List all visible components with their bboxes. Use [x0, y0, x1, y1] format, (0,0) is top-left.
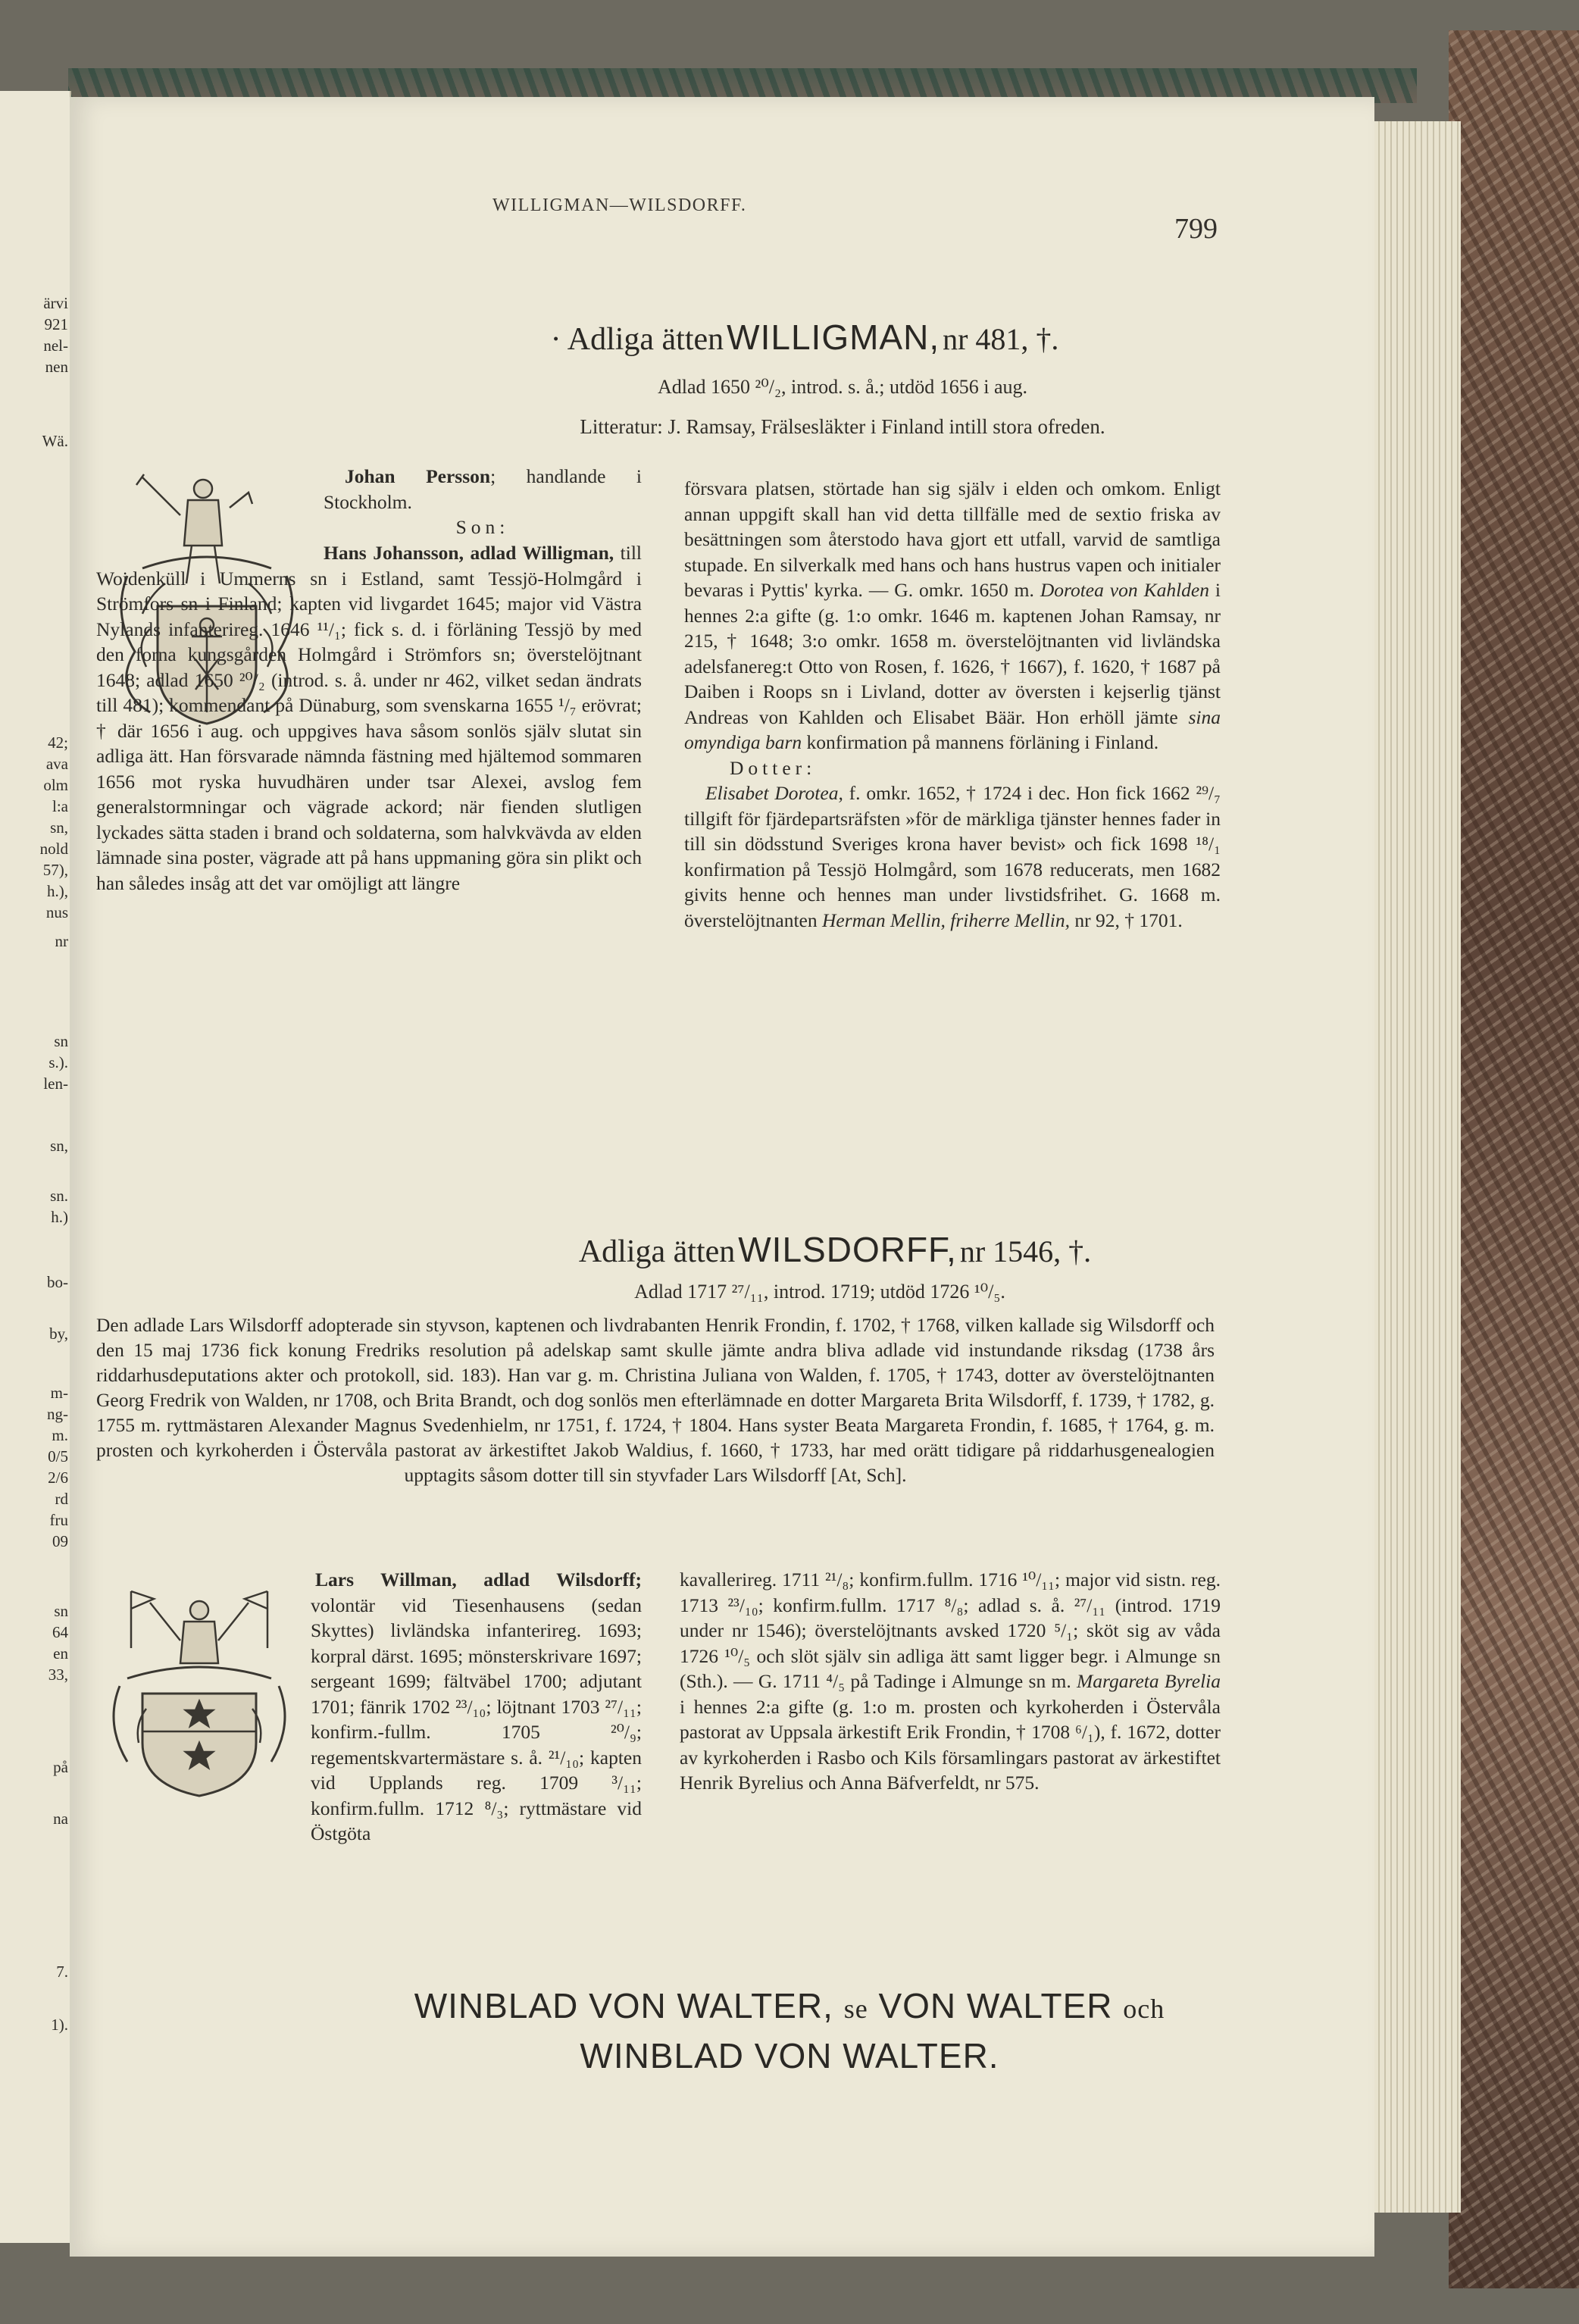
left-page-fragment-text: m.	[52, 1426, 68, 1444]
col2-text-2: i hennes 2:a gifte (g. 1:o m. prosten och kyrkoherden i Östervåla pastorat av Uppsala ärkestift Erik Frondin, † 1708 ⁶/₁), f. 1672, dotter av kyrkoherden i Rasbo och Kils församlingars pastorat av ärkestiftet Henrik Byrelius och Anna Bäfverfeldt, nr 575.	[680, 1695, 1221, 1794]
left-page-fragment-text: sn	[54, 1602, 68, 1620]
husband-name: Herman Mellin, friherre Mellin,	[822, 909, 1070, 931]
left-page-fragment-text: 7.	[56, 1963, 68, 1981]
son-label: Son:	[455, 516, 510, 538]
left-page-fragment-text: l:a	[52, 797, 68, 815]
col2-text-3: konfirmation på mannens förläning i Finland.	[806, 731, 1159, 753]
left-page-fragment-text: sn,	[50, 818, 68, 837]
left-page-fragment-text: na	[53, 1809, 68, 1828]
winblad-name-1: WINBLAD VON WALTER,	[414, 1986, 833, 2025]
winblad-heading	[0, 1982, 1579, 2079]
wilsdorff-title	[0, 1229, 1579, 1270]
willigman-litteratur: Litteratur: J. Ramsay, Frälsesläkter i Finland intill stora ofreden.	[580, 415, 1105, 438]
son-name: Hans Johansson, adlad Willigman,	[324, 542, 614, 564]
willigman-col1-body	[96, 540, 642, 896]
left-page-fragment-text: ärvi	[43, 294, 68, 312]
daughter-text-1: f. omkr. 1652, † 1724 i dec. Hon fick 1662 ²⁹/₇ tillgift för fjärdepartsräfsten »för de märkliga tjänster hennes fader in till sin dödsstund Sveriges krona haver bevist» och fick 1698 ¹⁸/₁ konfirmation på Tessjö Holmgård, som 1678 reducerats, men 1682 givits henne och hennes man under livstidsfrihet. G. 1668 m. överstelöjtnanten	[684, 782, 1221, 931]
left-page-fragment-text: bo-	[47, 1273, 68, 1291]
left-page-fragment-text: nus	[45, 903, 68, 921]
wilsdorff-coat-of-arms-icon	[97, 1580, 302, 1800]
see-word: se	[843, 1994, 868, 2024]
left-page-fragment-text: 1).	[51, 2016, 68, 2034]
wife-name: Dorotea von Kahlden	[1040, 579, 1209, 601]
left-page-fragment-text: Wä.	[42, 432, 68, 450]
title-prefix: · Adliga ätten	[550, 322, 724, 357]
left-page-fragment-text: nr	[55, 932, 68, 950]
page-number: 799	[1174, 213, 1218, 245]
left-page-fragment-text: sn	[54, 1032, 68, 1050]
son-body: till Woidenküll i Ummerns sn i Estland, samt Tessjö-Holmgård i Strömfors sn i Finland; kapten vid livgardet 1645; major vid Västra Nylands infanterireg. 1646 ¹¹/₁; fick s. d. i förläning Tessjö by med den forna kungsgården Holmgård i Strömfors sn; överstelöjtnant 1648; adlad 1650 ²⁰/₂ (introd. s. å. under nr 462, vilket sedan ändrats till 481); kommendant på Dünaburg, som svenskarna 1655 ¹/₇ erövrat; † där 1656 i aug. och uppgives hava såsom sonlös själv slutat sin adliga ätt. Han försvarade nämnda fästning med hjältemod sommaren 1656 mot ryska huvudhären under tsar Alexei, avslog fem generalstormningar och vägrade ackord; när fienden slutligen lyckades sätta staden i brand och soldaterna, som halvkvävda av elden lämnade sina poster, vägrade att på hans uppmaning göra sin plikt och han således insåg att det var omöjligt att längre	[96, 542, 643, 894]
left-page-fragment-text: 2/6	[48, 1469, 68, 1487]
left-page-fragment-text: len-	[43, 1074, 68, 1093]
left-page-fragment-text: nen	[45, 358, 68, 376]
left-page-fragment-text: sn.	[50, 1187, 68, 1205]
left-page-fragment-text: ng-	[47, 1405, 68, 1423]
willigman-col1-top	[324, 464, 642, 540]
daughter-label: Dotter:	[730, 756, 817, 779]
person-body: volontär vid Tiesenhausens (sedan Skyttes) livländska infanterireg. 1693; korpral därst. 1695; mönsterskrivare 1697; sergeant 1699; fältväbel 1700; adjutant 1701; fänrik 1702 ²³/₁₀; löjtnant 1703 ²⁷/₁₁; konfirm.-fullm. 1705 ²⁰/₉; regementskvartermästare s. å. ²¹/₁₀; kapten vid Upplands reg. 1709 ³/₁₁; konfirm.fullm. 1712 ⁸/₃; ryttmästare vid Östgöta	[311, 1594, 642, 1844]
wilsdorff-adlad: Adlad 1717 ²⁷/₁₁, introd. 1719; utdöd 1726 ¹⁰/₅.	[634, 1281, 1005, 1303]
left-page-fragment-text: 64	[52, 1623, 68, 1641]
willigman-title	[0, 317, 1579, 358]
left-page-fragment-text: 33,	[48, 1666, 68, 1684]
left-page-fragment-text: 0/5	[48, 1447, 68, 1465]
left-page-fragment-text: s.).	[48, 1053, 68, 1071]
father-name: Johan Persson	[345, 465, 491, 487]
col2-text-1: kavallerireg. 1711 ²¹/₈; konfirm.fullm. 1716 ¹⁰/₁₁; major vid sistn. reg. 1713 ²³/₁₀; konfirm.fullm. 1717 ⁸/₈; adlad s. å. ²⁷/₁₁ (introd. 1719 under nr 1546); överstelöjtnants avsked 1720 ⁵/₁; sköt sig av våda 1726 ¹⁰/₅ och slöt själv sin adliga ätt samt ligger begr. i Almunge sn (Sth.). — G. 1711 ⁴/₅ på Tadinge i Almunge sn m.	[680, 1569, 1221, 1692]
left-page-fragment-text: 42;	[48, 733, 68, 752]
family-name: WILLIGMAN,	[727, 317, 940, 357]
left-page-fragment-text: på	[53, 1758, 68, 1776]
col2-text-1: försvara platsen, störtade han sig själv i elden och omkom. Enligt annan uppgift skall han vid detta tillfälle med de sextio friska av besättningen som återstodo hava gjort ett utfall, varvid de samtliga stupade. En silverkalk med hans och hans hustrus vapen och initialer bevaras i Pyttis' kyrka. — G. omkr. 1650 m.	[684, 477, 1221, 601]
left-page-fragment-text: h.),	[47, 882, 68, 900]
willigman-adlad: Adlad 1650 ²⁰/₂, introd. s. å.; utdöd 1656 i aug.	[657, 376, 1028, 398]
left-page-fragment-text: 921	[44, 315, 68, 333]
col2-text-2: i hennes 2:a gifte (g. 1:o omkr. 1646 m. kaptenen Johan Ramsay, nr 215, † 1648; 3:o omkr. 1658 m. överstelöjtnanten vid livländska adelsfanereg:t Otto von Rosen, f. 1626, † 1667), f. 1620, † 1687 på Daiben i Roops sn i Livland, dotter av översten i kejserlig tjänst Andreas von Kahlden och Elisabet Bäär. Hon erhöll jämte	[684, 579, 1221, 728]
title-prefix: Adliga ätten	[578, 1234, 736, 1269]
title-suffix: nr 481, †.	[943, 322, 1059, 356]
left-page-fragment-text: h.)	[51, 1208, 68, 1226]
left-page-fragment-text: 57),	[42, 861, 68, 879]
daughter-text-2: nr 92, † 1701.	[1074, 909, 1183, 931]
left-page-fragment-text: fru	[49, 1511, 68, 1529]
wilsdorff-col2	[680, 1567, 1221, 1796]
intro-text: Den adlade Lars Wilsdorff adopterade sin styvson, kaptenen och livdrabanten Henrik Frondin, f. 1702, † 1768, vilken kallade sig Wilsdorff och den 15 maj 1736 fick konung Fredriks resolution på adelskap samt skulle jämte andra bliva adlade vid instundande riksdag (1738 års riddarhusdeputations akter och protokoll, sid. 183). Han var g. m. Christina Juliana von Walden, f. 1705, † 1743, dotter av överstelöjtnanten Georg Fredrik von Walden, nr 1708, och Brita Brandt, och dog sonlös men efterlämnade en dotter Margareta Brita Wilsdorff, f. 1739, † 1782, g. 1755 m. ryttmästaren Alexander Magnus Svedenhielm, nr 1751, f. 1724, † 1804. Hans syster Beata Margareta Frondin, f. 1685, † 1764, g. m. prosten och kyrkoherden i Östervåla pastorat av ärkestiftet Jakob Waldius, f. 1660, † 1733, har med orätt tidigare på riddarhusgenealogien upptagits såsom dotter till sin styvfader Lars Wilsdorff [At, Sch].	[96, 1314, 1215, 1486]
wilsdorff-col1-top	[311, 1567, 642, 1847]
wilsdorff-intro	[96, 1312, 1215, 1487]
left-page-fragment-text: en	[53, 1644, 68, 1662]
wife-name: Margareta Byrelia	[1077, 1670, 1221, 1692]
left-page-fragment-text: sn,	[50, 1137, 68, 1155]
daughter-name: Elisabet Dorotea,	[705, 782, 843, 804]
left-page-fragment-text: olm	[43, 776, 68, 794]
left-page-fragment-text: 09	[52, 1532, 68, 1550]
left-page-fragment-text: rd	[55, 1490, 68, 1508]
left-page-fragment	[0, 91, 71, 2243]
von-walter: VON WALTER	[878, 1986, 1113, 2025]
person-name: Lars Willman, adlad Wilsdorff;	[315, 1569, 642, 1591]
left-page-fragment-text: by,	[49, 1325, 68, 1343]
running-head: WILLIGMAN—WILSDORFF.	[492, 195, 747, 215]
marbled-cover	[1449, 30, 1579, 2288]
col2-italic: sina omyndiga barn	[684, 705, 1221, 753]
willigman-col2	[684, 476, 1221, 933]
och-word: och	[1123, 1994, 1165, 2024]
left-page-fragment-text: nel-	[43, 336, 68, 355]
father-desc: ; handlande i Stockholm.	[324, 465, 643, 513]
left-page-fragment-text: nold	[39, 840, 68, 858]
left-page-fragment-text: ava	[45, 755, 68, 773]
left-page-fragment-text: m-	[50, 1384, 68, 1402]
title-suffix: nr 1546, †.	[959, 1234, 1092, 1268]
winblad-name-2: WINBLAD VON WALTER.	[580, 2036, 999, 2075]
family-name: WILSDORFF,	[738, 1230, 957, 1269]
